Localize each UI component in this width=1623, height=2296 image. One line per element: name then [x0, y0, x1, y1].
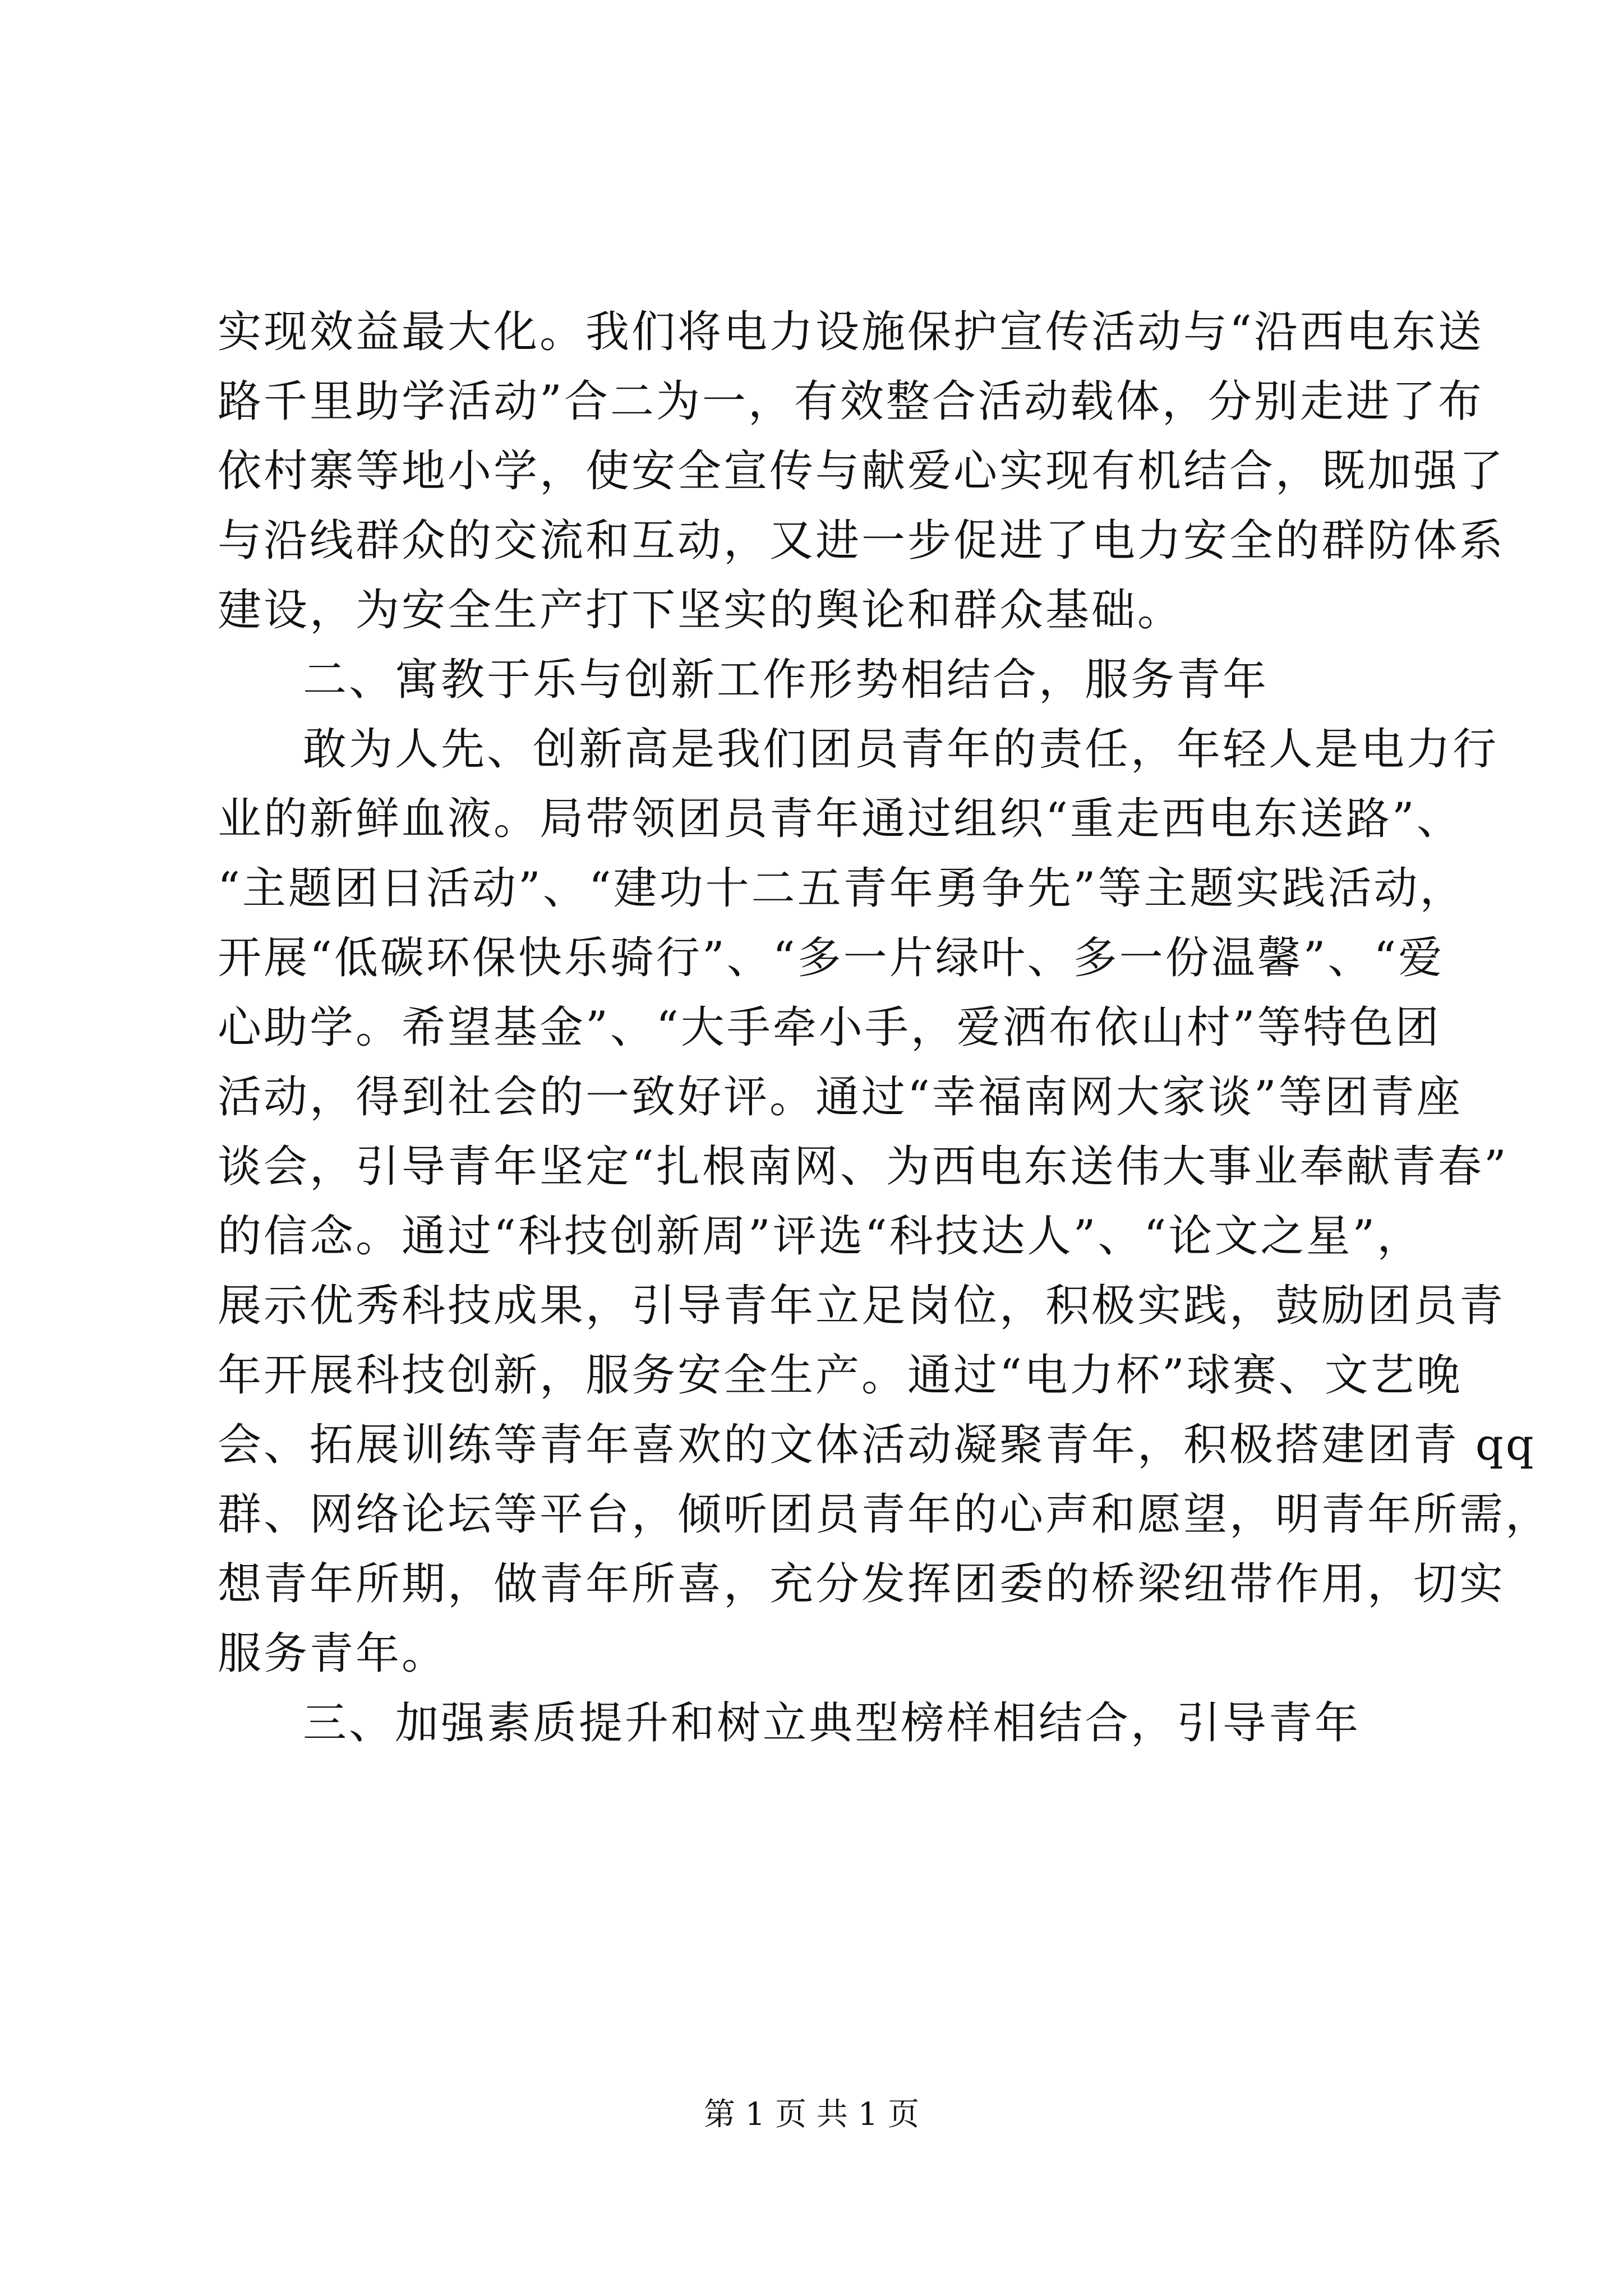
body-text-line: 服务青年。 — [218, 1628, 448, 1679]
body-text-line: 与沿线群众的交流和互动，又进一步促进了电力安全的群防体系 — [218, 516, 1506, 566]
body-text-line: 敢为人先、创新高是我们团员青年的责任，年轻人是电力行 — [303, 724, 1499, 775]
page-footer: 第 1 页 共 1 页 — [703, 2096, 920, 2133]
body-text-line: 想青年所期，做青年所喜，充分发挥团委的桥梁纽带作用，切实 — [218, 1559, 1506, 1609]
body-text-line: 谈会，引导青年坚定“扎根南网、为西电东送伟大事业奉献青春” — [218, 1142, 1509, 1192]
body-text-line: 会、拓展训练等青年喜欢的文体活动凝聚青年，积极搭建团青 qq — [218, 1420, 1536, 1470]
body-text-line: 业的新鲜血液。局带领团员青年通过组织“重走西电东送路”、 — [218, 794, 1463, 844]
body-text-line: 的信念。通过“科技创新周”评选“科技达人”、“论文之星”， — [218, 1211, 1423, 1262]
body-text-line: “主题团日活动”、“建功十二五青年勇争先”等主题实践活动， — [218, 863, 1466, 914]
body-text-line: 建设，为安全生产打下坚实的舆论和群众基础。 — [218, 585, 1184, 636]
body-text-line: 路千里助学活动”合二为一，有效整合活动载体，分别走进了布 — [218, 376, 1484, 427]
body-text-line: 心助学。希望基金”、“大手牵小手，爱洒布依山村”等特色团 — [218, 1002, 1441, 1053]
body-text-line: 群、网络论坛等平台，倾听团员青年的心声和愿望，明青年所需， — [218, 1489, 1552, 1540]
body-text-line: 年开展科技创新，服务安全生产。通过“电力杯”球赛、文艺晚 — [218, 1350, 1463, 1401]
body-text-line: 活动，得到社会的一致好评。通过“幸福南网大家谈”等团青座 — [218, 1072, 1463, 1122]
body-text-line: 依村寨等地小学，使安全宣传与献爱心实现有机结合，既加强了 — [218, 446, 1506, 496]
section-heading-2: 二、寓教于乐与创新工作形势相结合，服务青年 — [303, 655, 1269, 705]
section-heading-3: 三、加强素质提升和树立典型榜样相结合，引导青年 — [303, 1698, 1361, 1749]
body-text-line: 展示优秀科技成果，引导青年立足岗位，积极实践，鼓励团员青 — [218, 1281, 1506, 1331]
body-text-line: 实现效益最大化。我们将电力设施保护宣传活动与“沿西电东送 — [218, 307, 1484, 357]
body-text-line: 开展“低碳环保快乐骑行”、“多一片绿叶、多一份温馨”、“爱 — [218, 933, 1445, 983]
